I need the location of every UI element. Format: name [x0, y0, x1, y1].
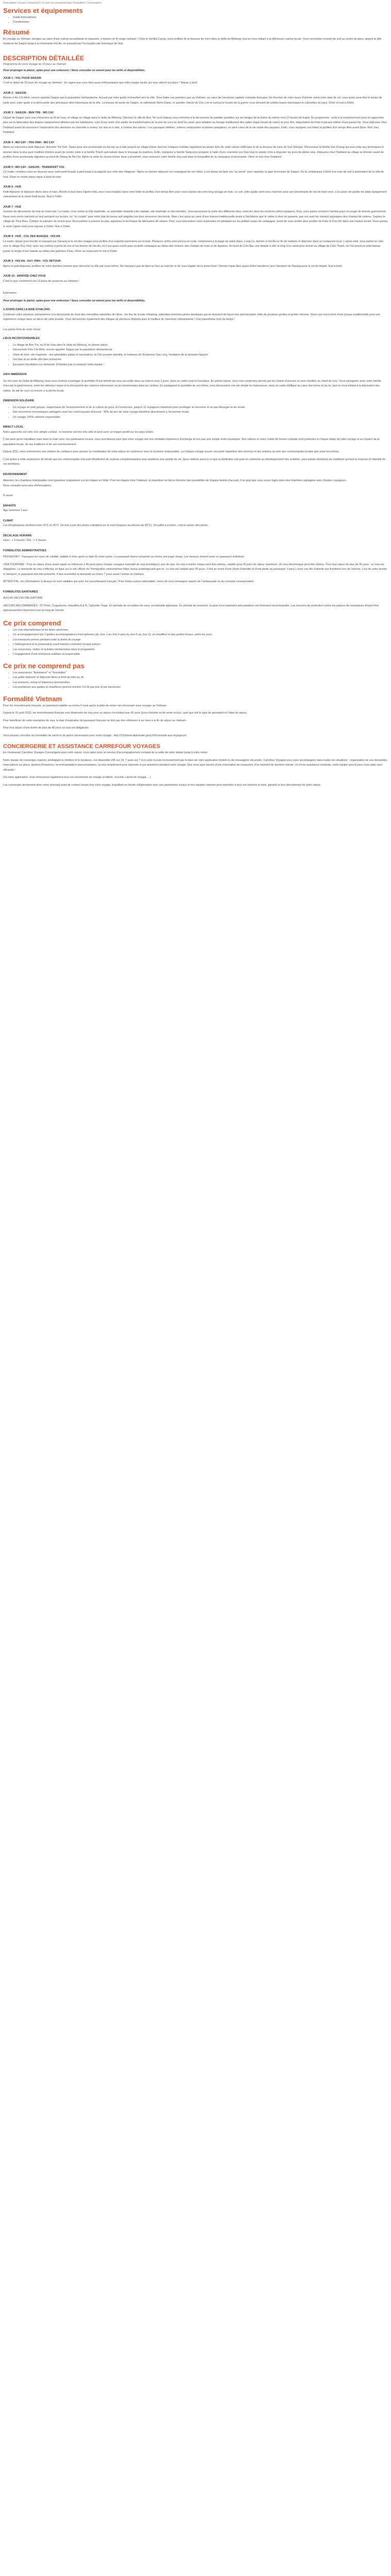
day-text: Arrivée à Ho Chi Minh, encore appelée Saigon par la population vietnamienne. Accueil par votre guide et transfert vers la ville. Vous faites vos premiers pas au Vietnam, au cœur de l'ancienne capitale coloniale française. En fonction de votre heure d'arrivée selon votre plan de vol, vous aurez peut-être le temps de partir avec votre guide à la découverte des principaux sites historiques de la ville. La bureau de poste de Saigon, la cathédrale Notre-Dame, le quartier chinois de Cho Lon et surtout le musée de la guerre vous donnent de solides bases historiques et culturelles du pays. Dîner et nuit à l'hôtel. [3, 96, 382, 105]
day-block [3, 205, 388, 230]
formalite-text-2: Depuis le 15 août 2023, les ressortissants français sont dispensés de visa pour un séjour n'excédant pas 45 jours (jours d'entrée et de sortie inclus), quel que soit le type de passeport et l'objet du séjour. [3, 711, 248, 715]
extension-1-text: Continuez votre aventure vietnamienne à la découverte de l'une des merveilles naturelles de l'Asie : les îles de la baie d'Halong, splendeur énormes pitons karstiques qui se dressent de façon très spectaculaire, hôte de plusieurs grottes et grotte chinoise. Vivez une nuit à bord d'une jonque traditionnelle pour une expérience unique dans un décor de carte postale. Vous découvrirez également des villages de pêcheurs flottants pour le meilleur de l'aventure vietnamienne ! Une parenthèse hors du temps ! [3, 313, 380, 321]
list-item: • Les boissons, extras et dépenses personnelles [13, 681, 388, 686]
points-title: LIEUX INCONTOURNABLES [3, 337, 40, 340]
attention-text: ATTENTION : les informations ci-dessus ne sont valables que pour les ressortissants français ! Pour toutes autres nationalités, merci de vous renseigner auprès de l'ambassade ou du consulat correspondant. [3, 580, 254, 583]
immersion-text: Sur les rives du Delta du Mékong, nous vous invitons à partager le quotidien d'une famille qui vous accueille dans sa maison pour 2 jours, dans un cadre rural et bucolique. En pleine nature, vous vous endormez bercés par les chants d'oiseaux et vous réveillez au chant du coq ! Vous partagerez avec votre famille d'accueil la gastronomie, entre les délicieux repas et la découverte des saveurs méconnues ou les promenades dans les rizières. En partageant le quotidien de vos hôtes, vous découvrirez une vie simple et chaleureuse, dans un cadre idyllique au cœur des terres et du riz, tout en vous initiant à la fabrication des nattes, du lait de coco ou encore à la pêche locale. [3, 379, 381, 393]
list-item: • Les transports prévus pendant toute la durée du voyage [13, 638, 388, 643]
list-item: • Les pourboires aux guides et chauffeurs (prévoir environ 3 à 5€ par jour et par personne) [13, 685, 388, 690]
day-text: Après un savoureux petit déjeuner, direction Tra Vinh. Optez pour une promenade en tuk-tuk ou à vélo jusqu'à un village khmer dont les hiraques mondes rappellent les temps forts de cette culture millénaire et de la douceur de vivre du Sud Vietnam. Rencontrez la famille Son Hoang qui vous initie aux techniques et donnez dans la plus pure tradition khmère avant de rendre visite à la famille Thanh spécialisée dans le tressage du bambou. Enfin, rejoignez la famille Sang pour préparer à l'aide d'une cuisinière son Dao Hop ini plante riche à déguster les jours de pleine lune. Déjeunez chez l'habitant au village se khomer avant de profiter d'une promenade digestive au bord de l'étang de Ba Om. Après la visite du musée khmer situé à proximité, vous retrouvez votre famille d'accueil dans la tranquillité de la campagne environnante. Dîner et nuit chez l'habitant. [3, 146, 384, 159]
day-title: JOUR 8 : HUÉ - COL DES NUAGES - HOI AN [3, 235, 60, 238]
list-item: • Excursion facultative sur demande: N'hésitez pas à contacter notre équipe ! [13, 363, 388, 368]
decalage-title: DÉCALAGE HORAIRE [3, 534, 32, 537]
list-item: • L'engagement d'une entreprise solidaire et responsable [13, 652, 388, 657]
day-text: Le matin, départ pour Hoi An en passant par Danang et le col des nuages pour profiter d'un superbe panorama sur la baie. Plusieurs arrêts sont prévus en route, notamment à la plage de sable blanc, Lang Co. Arrivée à Hoi An en fin de matinée et déjeuner dans un restaurant local. L'après-midi, vous partez en vélo vers le village Duy Vinh, avec ses rizières à perte de vue et les fermes de Hoi An, où il est aussi connu pour sa belle campagne au milieu des rizières, des champs de maïs et de légumes. Au bord du Cửa Đại, une balade à vélo le long d'un canal pour arriver au village de Cẩm Thanh, où l'on prend un petit bateau panier le temps d'une balade au milieu des palmiers d'eau. Dîner au restaurant et nuit à l'hôtel. [3, 240, 384, 253]
list-item: • Visite de Hué, cité impériale : ses splendides palais et sanctuaires, la Cité pourpre interdite, le tombeau de l'Empereur Gia Long, fondateur de la dynastie Nguyen [13, 353, 388, 358]
prix-comprend-list [3, 628, 388, 657]
conciergerie-text-4: Les concierges deviennent donc votre principal point de contact durant tout votre voyage, travaillant en étroite collaboration avec nos partenaires locaux et nos équipes internes pour répondre à tous vos besoins et ainsi, garantir le bon déroulement de votre séjour. [3, 783, 321, 787]
resume-text: En voyage au Vietnam, plongez au cœur d'une culture accueillante et repassée, à travers un fil rouge culinaire ! Chez le Senilla Cuong, vous profitez de la douceur de vivre dans le delta du Mékong, tout en vous initiant à la délicieuse cuisine locale. Vous rencontrez ensuite de sud au centre du pays, depuis la ville moderne de Saigon jusqu'à la charmante Hoi An, en passant par l'incroyable site historique de Hué. [3, 37, 382, 45]
day-block [3, 76, 388, 86]
day-block [3, 185, 388, 200]
list-item: • L'hébergement et la restauration (sauf mention contraire) lorsque prévus [13, 642, 388, 648]
day-title: JOUR 3 : SAIGON - BEN TRE - MO CAY [3, 111, 54, 114]
vaccins-text: VACCINS RECOMMANDÉS : DT Polio, Coqueluche, Hépatites A & B, Typhoïde, Rage. En période de circulation du virus, encéphalite japonaise. En période de mousson, la prise d'un traitement anti-paludéen est fortement recommandée. Les mesures de protection contre les piqûres de moustiques doivent être rigoureusement observées tout au long de l'année. [3, 604, 379, 612]
day-list [3, 76, 388, 284]
description-title: DESCRIPTION DÉTAILLÉE [3, 54, 84, 62]
impact-text-2: C'est ainsi qu'en travaillant main dans la main avec nos partenaires locaux, nous tout faisons pour que notre voyage soit une véritable expérience d'échange et non pas une simple visite touristique. Nos valeurs et notre charte de bonne conduite sont présentes à chaque étape de votre voyage et au respect de la population locale, de ses traditions et de son environnement. [3, 438, 380, 446]
points-intro: Les points forts de votre circuit : [3, 328, 42, 331]
day-block [3, 165, 388, 180]
formalite-text-3: Pour bénéficier de cette exemption de visa, la date d'expiration du passeport français ne doit pas être inférieure à six mois à la fin du séjour au Vietnam. [3, 719, 187, 722]
day-text: Journée de découverte de Hué en moto-taxi ! Le matin, vous visitez la Cité Impériale, sa splendide citadelle (cité capitale, site impériale et cité interdite). Vous poursuivez la visite des différents sites, réservez dans les environs (arbre typiques). Puis, vous partez à travers l'arrière-pays en usage de boeufs gastronomie. Nous vous encre riaiment un seul aéroport sur lecture, ou "un couple" pour votre plat de bonne aux pagodes les plus anciennes des bords. Mais c'est aussi au cœur d'une maison traditionnelle jouée à l'architecte que le calme à vivre se passera, que vos auto les oiseaux paysagers des champs de rizières. Gagnez le village de Thuy Bieu. Célèbre et culinaire de renom pour l'écosystème à poisson du plat, apprenez la technique de fabrication de rubans. Puis, vous poursuivez votre exploration en pédalant sur les petites routes de campagne, avant de vous arrêter pour profiter de fruits et d'un thé dans une maison locale. Vous prenez le reste l'après-midi vous reposer à l'hôtel. Nuit à l'hôtel. [3, 210, 388, 228]
day-title: JOUR 9 : HOI AN - DUY VINH - VOL RETOUR [3, 260, 61, 263]
a-savoir-label: À savoir [3, 494, 13, 497]
climat-title: CLIMAT [3, 519, 13, 522]
list-item: • Un voyage en petit groupe, respectueux de l'environnement et de la culture du pays. En immersion, jusqu'à 12 voyageurs maximum pour privilégier la rencontre et ne pas déranger la vie locale. [13, 405, 388, 411]
list-item: • Les excursions, visites et activités mentionnées dans le programme [13, 648, 388, 653]
formalite-text-5: Vous pouvez consulter les formalités de santé et de police nécessaires pour votre voyage : http://XXXwww.diplomatie.gouv.fr/fr/conseils-aux-voyageurs/ [3, 734, 187, 737]
list-item: • Les petits déjeuner et déjeuner libres à bord du train au J6. [13, 675, 388, 681]
solidaire-list [3, 405, 388, 420]
description-sub: Pour prolonger le plaisir, optez pour une extension ! Nous consulter en amont pour les tarifs et disponibilités. [3, 69, 146, 72]
formalite-vietnam-title: Formalité Vietnam [3, 694, 62, 703]
conciergerie-text-2: Notre équipe de concierges experts, privilégiant le meilleur et le tendance, est disponible 24h sur 24, 7 jours sur 7 et à votre écoute exclusivement par le biais de votre application mobile ou de messagerie sécurisée, Carrefour Voyages pour vous accompagner dans toutes les situations : organisation de vos demandes, réservations sur place, gestion d'imprévus, recommandations personnalisées, ou tout simplement pour répondre à vos questions pendant votre voyage. Que vous ayez besoin d'une réservation de restaurant, d'un transfert de dernière minute, ou d'une assistance médicale, notre équipe sera là pour vous aider avec efficacité ! [3, 758, 388, 772]
impact-title: IMPACT LOCAL [3, 426, 24, 429]
day-text: Petit-déjeuner et déjeuner libres dans le train. Arrivée à Hué dans l'après-midi, vous vous installez dans votre hôtel et profitez d'un temps libre pour vous reposer de votre long voyage en train. Le soir, votre guide vient vous chercher pour une promenade de nuit de Hué nocé. L'occasion de goûter les plats typiquement vietnamiens et la street food locale. Nuit à l'hôtel. [3, 190, 387, 198]
day-text: C'est le début de 10 jours de voyage au Vietnam : En vigère que vous êtes aussi enthousiastes que votre équipe locale qui vous attend sur place ! Repas à bord. [3, 81, 198, 84]
list-item: • Coordonnées [13, 20, 388, 25]
formalite-text-4: Pour tout séjour d'une durée de plus de 45 jours un visa est obligatoire. [3, 726, 90, 730]
day-block [3, 141, 388, 160]
page [0, 0, 391, 788]
environment-text: Attention, les chambres individuelles sont garanties uniquement sur les étapes en hôtel. Pour les étapes chez l'habitant, la répartition se fait en fonction des possibilités de chaque famille d'accueil, il se peut que vous soyez logés dans des chambres partagées avec d'autres voyageurs. [3, 479, 347, 482]
extensions-label: Extensions : [3, 292, 18, 295]
day-title: JOUR 7 : HUÉ [3, 205, 22, 209]
day-title: JOUR 4 : MO CAY - TRA VINH - MO CAY [3, 141, 55, 144]
resume-title: Résumé [3, 28, 30, 36]
prix-ne-comprend-title: Ce prix ne comprend pas [3, 662, 85, 670]
formalite-text: Pour les ressortissants français, un passeport valable au moins 6 mois après la date de retour est nécessaire pour voyager au Vietnam. [3, 704, 167, 707]
impact-text: Notre approche est celle d'un simple constat : le tourisme est très très utile et peut avoir un impact positif sur les pays visités. [3, 430, 154, 434]
list-item: • Les assurances "Assistance" et "Annulation" [13, 671, 388, 676]
day-block [3, 274, 388, 284]
extension-1-title: 3 JOURS DANS LA BAIE D'HALONG [3, 308, 51, 311]
day-text: Cé matin, revitaliez-vous en douceur avec votre petit-beaute à pied jusqu'à la pagode aux cités des villageois ! Après un dernier déjeuner en compagnie de vos hôtes, il est temps de faire vos "au revoir" pour rejoindre la gare ferroviaire de Saigon. De là, embarquez à bord d'un train de nuit à destination de la ville de Hué. Dîner en mode pique-nique à bord du train. [3, 171, 384, 179]
environment-title: ENVIRONNEMENT [3, 472, 27, 476]
solidaire-title: DIMENSION SOLIDAIRE [3, 399, 35, 402]
environment-text-2: Nous consulter pour plus d'informations. [3, 484, 52, 487]
extensions-sub: Pour prolonger le plaisir, optez pour une extension ! Nous consulter en amont pour les tarifs et disponibilités. [3, 299, 146, 302]
conciergerie-text: En choisissant Carrefour Voyages Conciergerie pour votre séjour, vous optez pour un service d'accompagnement complet de la veille de votre départ jusqu'à votre retour. [3, 751, 208, 754]
services-title: Services et équipements [3, 6, 83, 14]
list-item: • Le village de Ben Tre, au fil de l'eau dans le delta du Mékong, en pleine nature [13, 343, 388, 348]
day-title: JOUR 1 : VOL POUR SAIGON [3, 76, 41, 80]
sanitaires-text: AUCUN VACCIN OBLIGATOIRE [3, 597, 43, 600]
impact-text-3: Depuis 2011, nous entretenons une relation de confiance pour assurer la coordination de votre séjour en cohérence avec le tourisme responsable. La Chaque voyage assure une juste répartition des revenus et des emplois au sein des communautés locales que vous rencontrez. [3, 450, 340, 453]
day-text: C'est ici que s'achèvent vos 10 jours de vacances au Vietnam ! [3, 279, 79, 283]
description-tabs: Description Cà prix comprend | Ce prix ne comprend pas Formalités Conciergerie [3, 2, 102, 5]
impact-text-4: C'est grâce à cette expérience de terrain que les communautés d'accueil bénéficient de revenus complémentaires pour améliorer leur qualité de vie. Nous veillons aussi à ce que la rétribution soit juste et cohérente au développement des activités, sans jamais dénaturer les traditions qui font la richesse et l'identité de ces territoires. [3, 457, 386, 466]
list-item: • Un voyage 100% carbone responsable. [13, 415, 388, 420]
day-block [3, 259, 388, 269]
day-text: Après le petit-déjeuner, profitez de votre dernière journée pour découvrir la ville par vous-même. Ne manquez pas de faire un tour au marché et de vous régaler de la street food ! Dernier repas libre avant d'être transférés vers l'aéroport de Danang pour le vol de départ. Nuit à bord. [3, 264, 343, 268]
day-block [3, 91, 388, 106]
list-item: • Un accompagnement par 2 guides accompagnateurs francophones (du Jour 1 au Jour 5 puis du Jour 6 au Jour 9), un chauffeur et des guides locaux, selon les jours [13, 633, 388, 638]
services-list [3, 15, 388, 25]
list-item: • Des rencontres économiques partagées avec les communautés d'accueil : 45% du prix de votre voyage bénéficie directement à l'économie locale. [13, 410, 388, 415]
prix-ne-comprend-list [3, 671, 388, 690]
conciergerie-text-3: Via notre application, vous retrouverez également tous vos documents de voyage (e-billets, voucher, carnet de voyage, ...) [3, 776, 151, 779]
enfants-title: ENFANTS [3, 504, 16, 507]
list-item: • Hoi Han et sa vieille ville bien préservée [13, 358, 388, 363]
day-title: JOUR 2 : SAIGON [3, 91, 26, 95]
sanitaires-title: FORMALITÉS SANITAIRES [3, 590, 38, 594]
formalites-title: FORMALITÉS ADMINISTRATIVES [3, 549, 46, 552]
day-block [3, 234, 388, 254]
passport-text: PASSEPORT : Passeport en cours de validité, valable 6 mois après la date de votre retour. Le passeport devra comporter au moins une page vierge. Les mineurs doivent avoir un passeport individuel. [3, 555, 245, 558]
day-text: Départ de Saigon pour une immersion au fil de l'eau, et village en village dans le delta du Mékong. Direction la ville de Ben Tre où le bateau vous emmène à la découverte du paisible quotidien sur les berges de la rivière du même nom (2 heures de trajet). Au programme : arrêt à la moyenne/ceux pour en apprendre plus sur la fabrication des briques typiquement utilisées par les habitations, suivi d'une visite d'un atelier de transformation de la noix de coco au bord du canal, puis initiation au tissage traditionnel des nattes (tapis tressé de carex) et pour finir, dégustation de fruits tropicaux même d'une pause thé. Vous déjeunez chez l'habitant avant de poursuivre l'exploration des alentours en charrette à moteur (en lisà ou à vélo, à l'ombre des arbres ! Les paysages défilent : rizières verdoyantes et plaines potagères, en plein cœur de la vie rurale des paysans. Enfin, vous rejoignez vos hôtes et profitez d'un temps libre avant dîner. Nuit chez l'habitant. [3, 116, 387, 134]
visa-text: VISA TOURISME : Pour un séjour d'une durée égale ou inférieure à 45 jours (pour chaque voyageur exempté de visa touristique), pas de visa. Un visa à entrée unique peut être obtenu, valable pour 90 jours de séjour maximum. Un visa électronique peut être obtenu. Pour tout séjour de plus de 45 jours : un visa est obligatoire. La demande de visa s'effectue en ligne sur le site officiel de l'Immigration vietnamienne https://evisa.xuatnhapcanh.gov.vn. Le visa est valable pour 90 jours. Il faut se munir d'une photo d'identité et d'une photo du passeport. Il peut y avoir une file d'attente aux frontières lors de l'arrivée. Lors de votre arrivée à l'aéroport, le passeport doit être présenté. Il faut soumettre la demande au moins 7 jours avant l'entrée au Vietnam. [3, 563, 387, 576]
decalage-text: Hiver : + 6 heures / Été : + 5 heures [3, 539, 46, 542]
points-list [3, 343, 388, 368]
description-intro: Programme de votre voyage de 10 jours au Vietnam [3, 62, 67, 66]
climat-text: Les températures oscillent entre 20°C et 35°C. De mai à juin des pluies s'abattent sur le nord (toujours au-dessus de 40°C). De juillet à octobre, c'est la saison des pluies. [3, 524, 208, 527]
list-item: • Découverte d'Ho Chi Minh, encore appelée Saigon par la population vietnamienne [13, 348, 388, 353]
immersion-title: 100% IMMERSION [3, 373, 27, 376]
list-item: • Guide francophone [13, 15, 388, 21]
day-title: JOUR 10 : ARRIVÉE CHEZ VOUS [3, 275, 46, 278]
list-item: • Les vols internationaux et les taxes aériennes [13, 628, 388, 633]
day-title: JOUR 5 : MO CAY - SAIGON - TRANSFERT VOL [3, 165, 65, 169]
conciergerie-title: CONCIERGERIE ET ASSISTANCE CARREFOUR VOYAGES [3, 743, 160, 750]
day-block [3, 111, 388, 135]
day-title: JOUR 6 : HUÉ [3, 185, 22, 189]
enfants-text: Âge minimum 3 ans [3, 509, 27, 512]
prix-comprend-title: Ce prix comprend [3, 619, 61, 627]
